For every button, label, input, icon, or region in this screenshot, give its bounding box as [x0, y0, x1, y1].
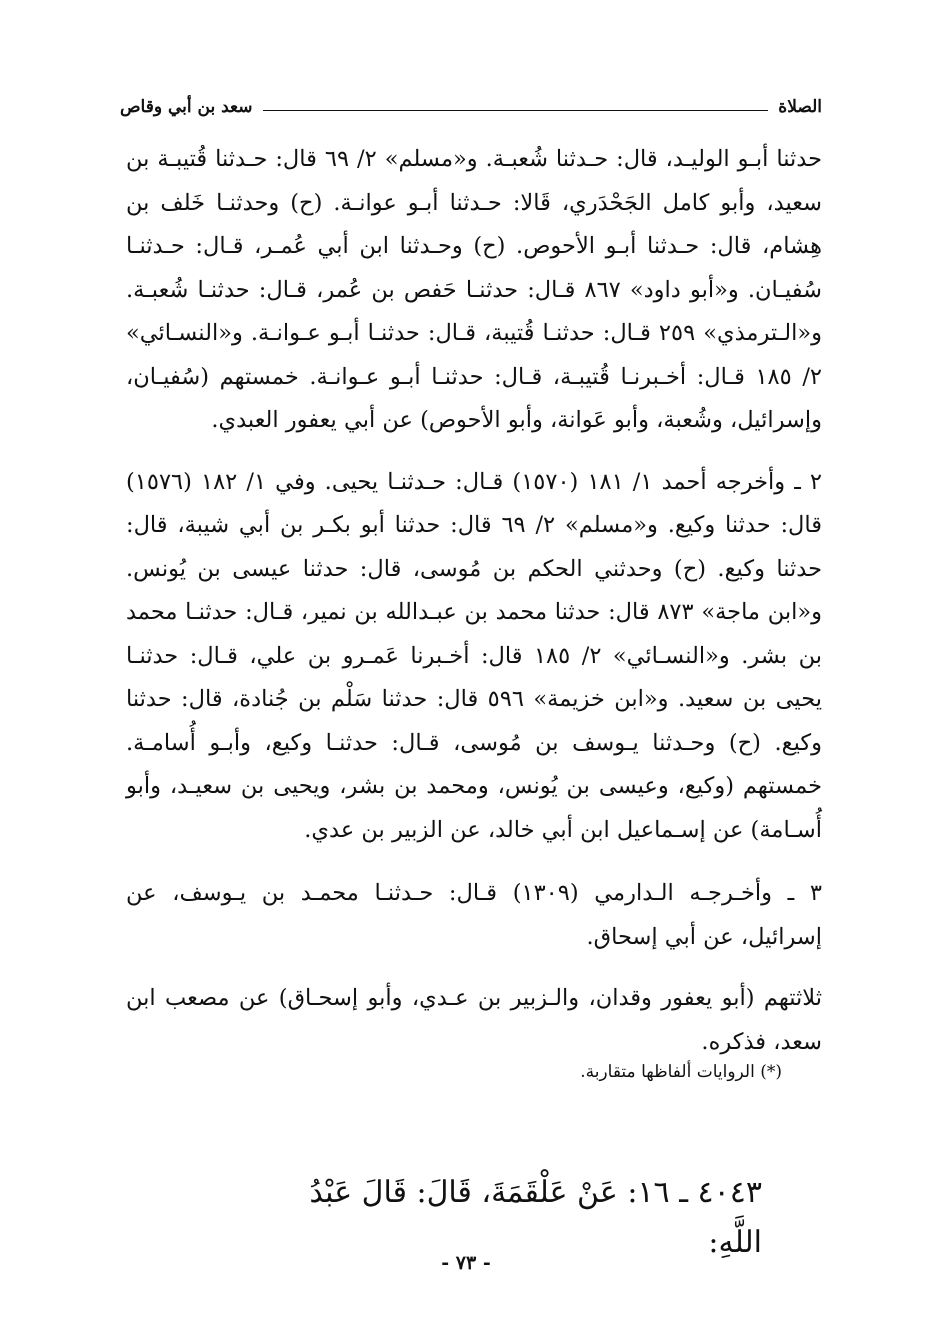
paragraph-2: ٢ ـ وأخرجه أحمد ١/ ١٨١ (١٥٧٠) قـال: حـدثنـا يحيى. وفي ١/ ١٨٢ (١٥٧٦) قال: حدثنا وكيع. و«مسلم» ٢/ ٦٩ قال: حدثنا أبو بكـر بن أبي شيبة، قال: حدثنا وكيع. (ح) وحدثني الحكم بن مُوسى، قال: حدثنا عيسى بن يُونس. و«ابن ماجة» ٨٧٣ قال: حدثنا محمد بن عبـدالله بن نمير، قـال: حدثنـا محمد بن بشر. و«النسـائي» ٢/ ١٨٥ قال: أخـبرنا عَمـرو بن علي، قـال: حدثنـا يحيى بن سعيد. و«ابن خزيمة» ٥٩٦ قال: حدثنا سَلْم بن جُنادة، قال: حدثنا وكيع. (ح) وحـدثنا يـوسف بن مُوسى، قـال: حدثنـا وكيع، وأبـو أُسامـة. خمستهم (وكيع، وعيسى بن يُونس، ومحمد بن بشر، ويحيى بن سعيـد، وأبو أُسـامة) عن إسـماعيل ابن أبي خالد، عن الزبير بن عدي. [126, 468, 823, 843]
paragraph-4: ثلاثتهم (أبو يعفور وقدان، والـزبير بن عـدي، وأبو إسحـاق) عن مصعب ابن سعد، فذكره. [126, 985, 822, 1055]
header-chapter-title: الصلاة [778, 97, 822, 117]
header-section-title: سعد بن أبي وقاص [120, 97, 253, 117]
main-text [126, 138, 822, 1064]
header-rule [263, 110, 769, 111]
hadith-heading: ٤٠٤٣ ـ ١٦: عَنْ عَلْقَمَةَ، قَالَ: قَالَ عَبْدُ اللَّهِ: [309, 1175, 762, 1260]
running-header [120, 92, 822, 122]
footnote: (*) الروايات ألفاظها متقاربة. [580, 1062, 782, 1082]
paragraph-1: حدثنا أبـو الوليـد، قال: حـدثنا شُعبـة. و«مسلم» ٢/ ٦٩ قال: حـدثنا قُتيبـة بن سعيد، وأبو كامل الجَحْدَري، قَالا: حـدثنا أبـو عوانـة. (ح) وحدثنـا خَلف بن هِشام، قال: حـدثنا أبـو الأحوص. (ح) وحـدثنا ابن أبي عُمـر، قـال: حـدثنـا سُفيـان. و«أبو داود» ٨٦٧ قـال: حدثنـا حَفص بن عُمر، قـال: حدثنـا شُعبـة. و«الـترمذي» ٢٥٩ قـال: حدثنـا قُتيبة، قـال: حدثنـا أبـو عـوانـة. و«النسـائي» ٢/ ١٨٥ قـال: أخـبرنـا قُتيبـة، قـال: حدثنـا أبـو عـوانـة. خمستهم (سُفيـان، وإسرائيل، وشُعبة، وأبو عَوانة، وأبو الأحوص) عن أبي يعفور العبدي. [126, 146, 823, 433]
page-number: - ٧٣ - [441, 1252, 491, 1274]
paragraph-3: ٣ ـ وأخـرجـه الـدارمي (١٣٠٩) قـال: حـدثنـا محمـد بن يـوسف، عن إسرائيل، عن أبي إسحاق. [126, 880, 822, 950]
